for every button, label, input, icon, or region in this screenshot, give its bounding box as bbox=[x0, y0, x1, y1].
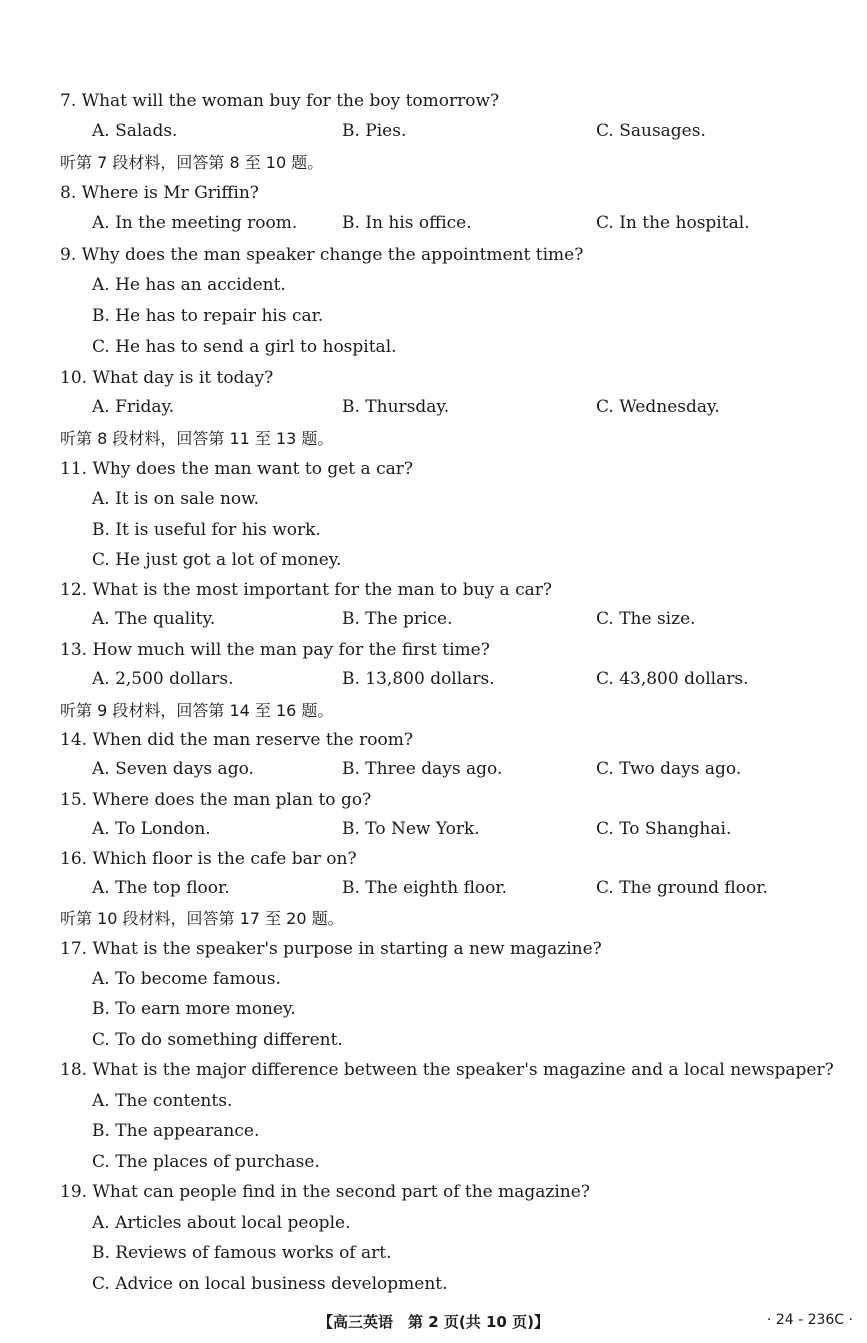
answer-option: C. The size. bbox=[596, 609, 696, 629]
answer-option: A. Seven days ago. bbox=[92, 759, 254, 779]
answer-option: C. The places of purchase. bbox=[92, 1152, 320, 1172]
answer-option: A. Articles about local people. bbox=[92, 1213, 351, 1233]
question-text: 14. When did the man reserve the room? bbox=[60, 730, 413, 750]
answer-option: C. He has to send a girl to hospital. bbox=[92, 337, 397, 357]
question-text: 8. Where is Mr Griffin? bbox=[60, 183, 259, 203]
answer-option: B. It is useful for his work. bbox=[92, 520, 321, 540]
section-instruction: 听第 9 段材料，回答第 14 至 16 题。 bbox=[60, 701, 334, 720]
answer-option: A. To become famous. bbox=[92, 969, 281, 989]
answer-option: C. To do something different. bbox=[92, 1030, 343, 1050]
question-text: 7. What will the woman buy for the boy tomorrow? bbox=[60, 91, 500, 111]
answer-option: B. To New York. bbox=[342, 819, 480, 839]
question-text: 17. What is the speaker's purpose in starting a new magazine? bbox=[60, 939, 602, 959]
question-text: 12. What is the most important for the man to buy a car? bbox=[60, 580, 552, 600]
answer-option: B. The appearance. bbox=[92, 1121, 260, 1141]
answer-option: B. Three days ago. bbox=[342, 759, 503, 779]
answer-option: B. Reviews of famous works of art. bbox=[92, 1243, 392, 1263]
answer-option: B. To earn more money. bbox=[92, 999, 296, 1019]
answer-option: A. He has an accident. bbox=[92, 275, 286, 295]
question-text: 10. What day is it today? bbox=[60, 368, 274, 388]
answer-option: C. The ground floor. bbox=[596, 878, 768, 898]
question-text: 19. What can people find in the second part of the magazine? bbox=[60, 1182, 590, 1202]
question-text: 9. Why does the man speaker change the appointment time? bbox=[60, 245, 584, 265]
answer-option: C. He just got a lot of money. bbox=[92, 550, 342, 570]
exam-code: · 24 - 236C · bbox=[766, 1312, 853, 1328]
section-instruction: 听第 7 段材料，回答第 8 至 10 题。 bbox=[60, 153, 324, 172]
answer-option: C. To Shanghai. bbox=[596, 819, 732, 839]
answer-option: B. Pies. bbox=[342, 121, 407, 141]
answer-option: C. 43,800 dollars. bbox=[596, 669, 749, 689]
section-instruction: 听第 10 段材料，回答第 17 至 20 题。 bbox=[60, 909, 344, 928]
answer-option: C. In the hospital. bbox=[596, 213, 750, 233]
question-text: 11. Why does the man want to get a car? bbox=[60, 459, 413, 479]
answer-option: C. Sausages. bbox=[596, 121, 706, 141]
answer-option: C. Two days ago. bbox=[596, 759, 742, 779]
answer-option: B. Thursday. bbox=[342, 397, 450, 417]
answer-option: A. To London. bbox=[92, 819, 211, 839]
answer-option: A. It is on sale now. bbox=[92, 489, 260, 509]
answer-option: B. The price. bbox=[342, 609, 453, 629]
answer-option: A. The quality. bbox=[92, 609, 216, 629]
answer-option: B. The eighth floor. bbox=[342, 878, 508, 898]
answer-option: A. 2,500 dollars. bbox=[92, 669, 234, 689]
answer-option: A. Salads. bbox=[92, 121, 178, 141]
section-instruction: 听第 8 段材料，回答第 11 至 13 题。 bbox=[60, 429, 334, 448]
question-text: 16. Which floor is the cafe bar on? bbox=[60, 849, 357, 869]
answer-option: A. In the meeting room. bbox=[92, 213, 298, 233]
answer-option: C. Advice on local business development. bbox=[92, 1274, 448, 1294]
question-text: 18. What is the major difference between the speaker's magazine and a local newspaper? bbox=[60, 1060, 834, 1080]
question-text: 15. Where does the man plan to go? bbox=[60, 790, 372, 810]
answer-option: A. The contents. bbox=[92, 1091, 233, 1111]
page-footer: 【高三英语 第 2 页(共 10 页)】 bbox=[318, 1313, 549, 1331]
answer-option: A. The top floor. bbox=[92, 878, 230, 898]
question-text: 13. How much will the man pay for the first time? bbox=[60, 640, 490, 660]
answer-option: B. 13,800 dollars. bbox=[342, 669, 495, 689]
answer-option: B. In his office. bbox=[342, 213, 472, 233]
answer-option: A. Friday. bbox=[92, 397, 175, 417]
answer-option: C. Wednesday. bbox=[596, 397, 720, 417]
answer-option: B. He has to repair his car. bbox=[92, 306, 324, 326]
